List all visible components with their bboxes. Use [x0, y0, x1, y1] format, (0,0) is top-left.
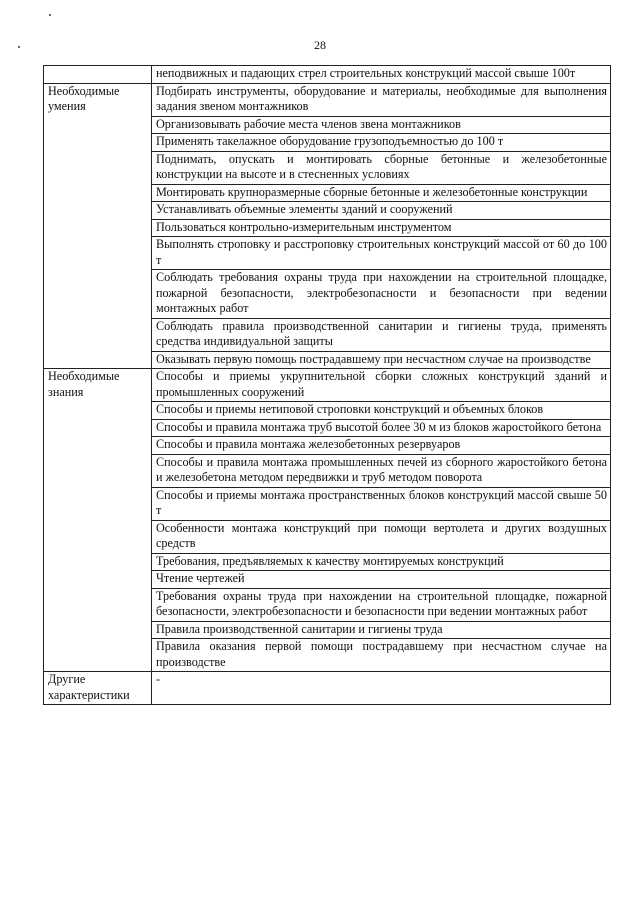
- row-label-cell: [44, 369, 152, 672]
- requirement-item: Пользоваться контрольно-измерительным инструментом: [152, 219, 611, 237]
- table-row: [44, 672, 611, 705]
- requirement-item: Способы и приемы укрупнительной сборки сложных конструкций зданий и промышленных сооружений: [152, 369, 611, 402]
- requirement-item: Способы и правила монтажа труб высотой более 30 м из блоков жаростойкого бетона: [152, 419, 611, 437]
- page-number: 28: [314, 38, 326, 52]
- requirement-item: Требования охраны труда при нахождении на строительной площадке, пожарной безопасности, электробезопасности и безопасности при ведении монтажных работ: [152, 588, 611, 621]
- requirement-item: Правила оказания первой помощи пострадавшему при несчастном случае на производстве: [152, 639, 611, 672]
- requirement-item: Устанавливать объемные элементы зданий и сооружений: [152, 202, 611, 220]
- scan-speck-top: [49, 14, 51, 16]
- requirement-item: Монтировать крупноразмерные сборные бетонные и железобетонные конструкции: [152, 184, 611, 202]
- competency-table: [43, 65, 611, 705]
- requirement-item: неподвижных и падающих стрел строительных конструкций массой свыше 100т: [152, 66, 611, 84]
- table-row: [44, 369, 611, 402]
- requirement-item: Организовывать рабочие места членов звена монтажников: [152, 116, 611, 134]
- requirement-item: Оказывать первую помощь пострадавшему при несчастном случае на производстве: [152, 351, 611, 369]
- requirement-item: Поднимать, опускать и монтировать сборные бетонные и железобетонные конструкции на высоте и в стесненных условиях: [152, 151, 611, 184]
- requirement-item: Подбирать инструменты, оборудование и материалы, необходимые для выполнения задания звеном монтажников: [152, 83, 611, 116]
- row-label-cell: [44, 83, 152, 369]
- row-label-cell: [44, 672, 152, 705]
- requirement-item: Выполнять строповку и расстроповку строительных конструкций массой от 60 до 100 т: [152, 237, 611, 270]
- requirement-item: Требования, предъявляемых к качеству монтируемых конструкций: [152, 553, 611, 571]
- row-label: Необходимые умения: [48, 83, 120, 113]
- requirement-item: Способы и правила монтажа промышленных печей из сборного жаростойкого бетона и железобетона методом передвижки и труб методом поворота: [152, 454, 611, 487]
- row-label-cell: [44, 66, 152, 84]
- requirement-item: Соблюдать требования охраны труда при нахождении на строительной площадке, пожарной безопасности, электробезопасности и безопасности при ведении монтажных работ: [152, 270, 611, 319]
- requirement-item: Способы и приемы нетиповой строповки конструкций и объемных блоков: [152, 402, 611, 420]
- requirement-item: Способы и правила монтажа железобетонных резервуаров: [152, 437, 611, 455]
- table-row: [44, 66, 611, 84]
- requirement-item: Правила производственной санитарии и гигиены труда: [152, 621, 611, 639]
- row-label: Другие характеристики: [48, 672, 130, 702]
- requirement-item: Чтение чертежей: [152, 571, 611, 589]
- requirement-item: Применять такелажное оборудование грузоподъемностью до 100 т: [152, 134, 611, 152]
- table-row: [44, 83, 611, 116]
- requirement-item: Способы и приемы монтажа пространственных блоков конструкций массой свыше 50 т: [152, 487, 611, 520]
- requirement-item: Соблюдать правила производственной санитарии и гигиены труда, применять средства индивидуальной защиты: [152, 318, 611, 351]
- row-label: Необходимые знания: [48, 369, 120, 399]
- requirement-item: -: [152, 672, 611, 705]
- requirement-item: Особенности монтажа конструкций при помощи вертолета и других воздушных средств: [152, 520, 611, 553]
